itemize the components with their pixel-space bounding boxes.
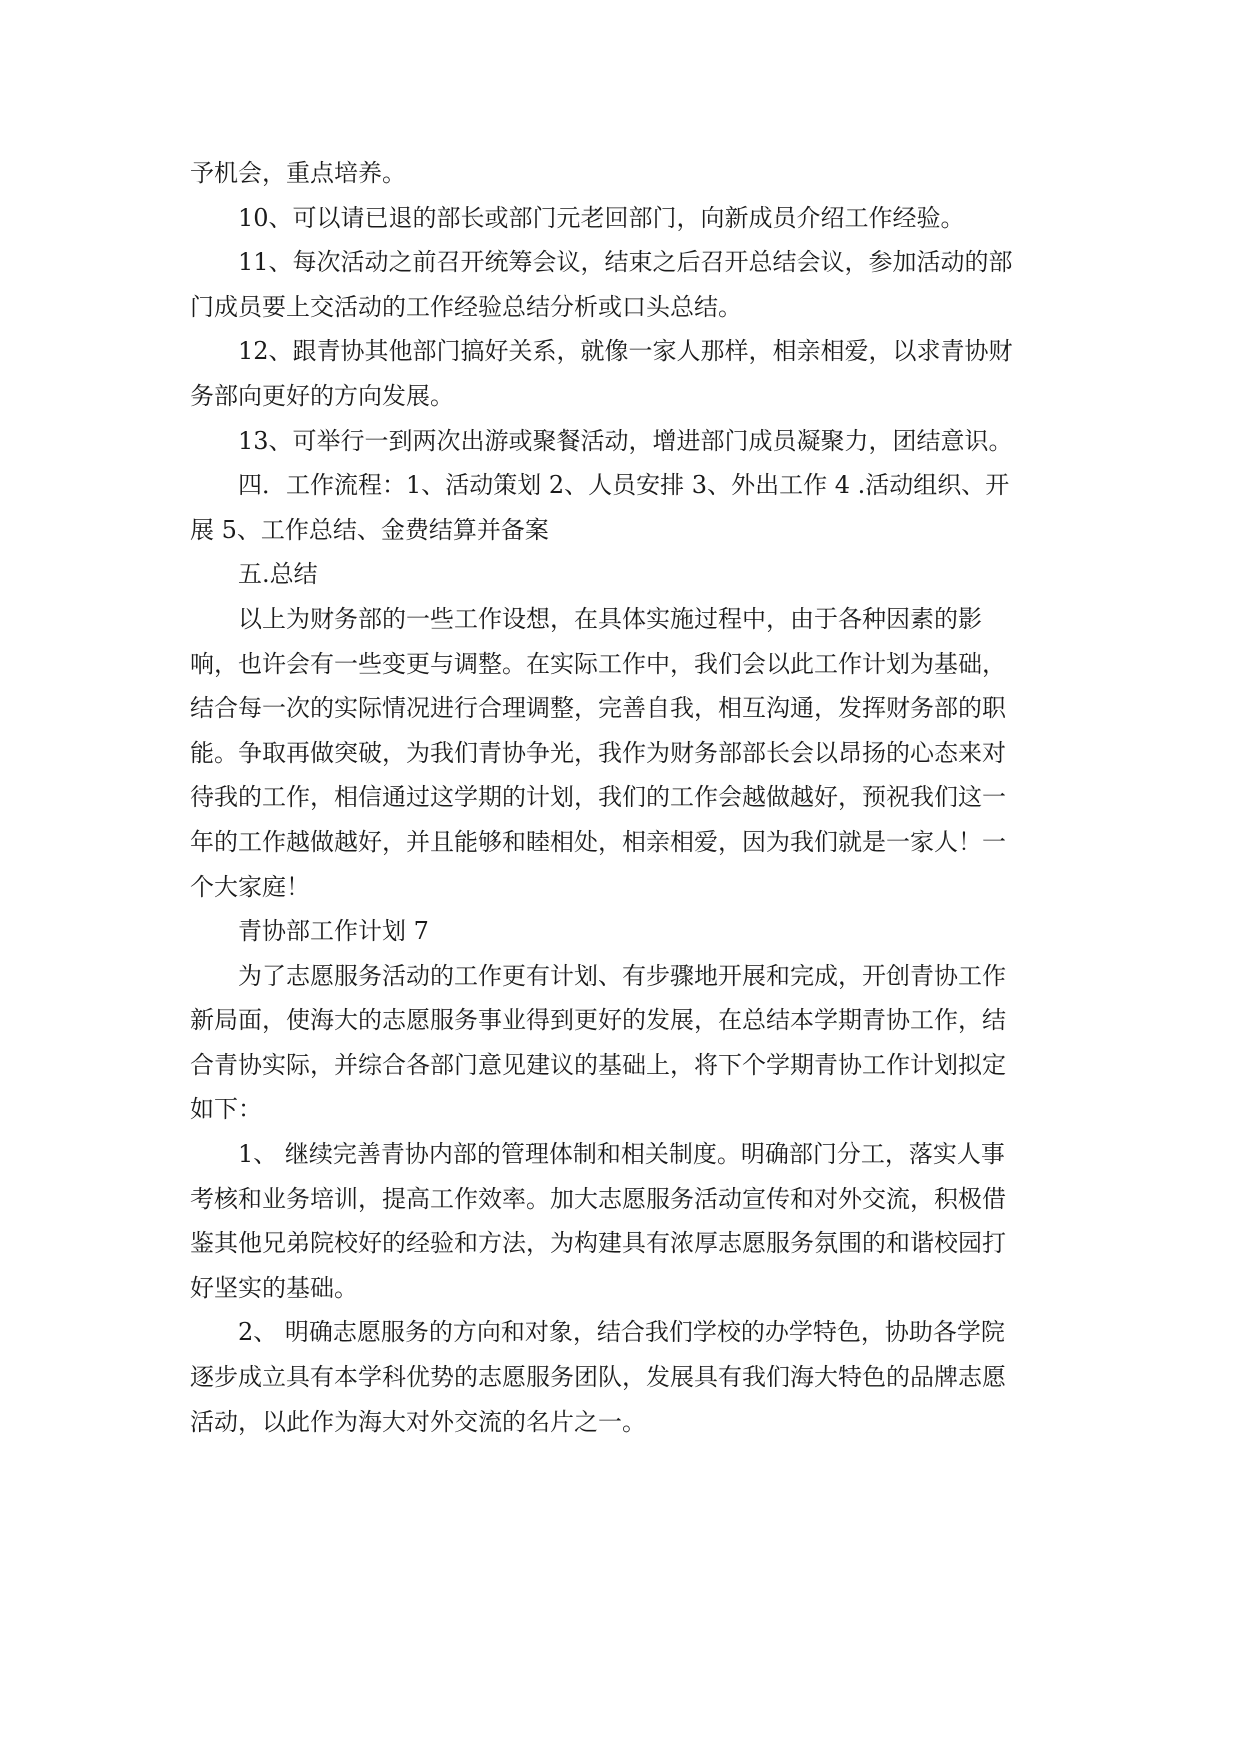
paragraph-line: 10、可以请已退的部长或部门元老回部门，向新成员介绍工作经验。 — [238, 203, 965, 232]
paragraph-line: 待我的工作，相信通过这学期的计划，我们的工作会越做越好，预祝我们这一 — [190, 783, 1006, 812]
section-heading: 五.总结 — [238, 560, 318, 589]
paragraph-line: 能。争取再做突破，为我们青协争光，我作为财务部部长会以昂扬的心态来对 — [190, 738, 1006, 767]
paragraph-line: 1、 继续完善青协内部的管理体制和相关制度。明确部门分工，落实人事 — [238, 1140, 1005, 1169]
paragraph-line: 好坚实的基础。 — [190, 1273, 358, 1302]
paragraph-line: 13、可举行一到两次出游或聚餐活动，增进部门成员凝聚力，团结意识。 — [238, 426, 1013, 455]
paragraph-line: 结合每一次的实际情况进行合理调整，完善自我，相互沟通，发挥财务部的职 — [190, 694, 1006, 723]
paragraph-line: 以上为财务部的一些工作设想，在具体实施过程中，由于各种因素的影 — [238, 604, 982, 633]
paragraph-line: 门成员要上交活动的工作经验总结分析或口头总结。 — [190, 292, 742, 321]
paragraph-line: 为了志愿服务活动的工作更有计划、有步骤地开展和完成，开创青协工作 — [238, 961, 1006, 990]
paragraph-line: 11、每次活动之前召开统筹会议，结束之后召开总结会议，参加活动的部 — [238, 248, 1013, 277]
paragraph-line: 四．工作流程：1、活动策划 2、人员安排 3、外出工作 4 .活动组织、开 — [238, 471, 1010, 500]
paragraph-line: 务部向更好的方向发展。 — [190, 381, 454, 410]
paragraph-line: 合青协实际，并综合各部门意见建议的基础上，将下个学期青协工作计划拟定 — [190, 1050, 1006, 1079]
paragraph-line: 展 5、工作总结、金费结算并备案 — [190, 515, 549, 544]
paragraph-line: 个大家庭！ — [190, 872, 310, 901]
paragraph-line: 鉴其他兄弟院校好的经验和方法，为构建具有浓厚志愿服务氛围的和谐校园打 — [190, 1229, 1006, 1258]
paragraph-line: 如下： — [190, 1095, 262, 1124]
paragraph-line: 年的工作越做越好，并且能够和睦相处，相亲相爱，因为我们就是一家人！一 — [190, 827, 1006, 856]
paragraph-line: 2、 明确志愿服务的方向和对象，结合我们学校的办学特色，协助各学院 — [238, 1318, 1005, 1347]
paragraph-line: 考核和业务培训，提高工作效率。加大志愿服务活动宣传和对外交流，积极借 — [190, 1184, 1006, 1213]
paragraph-line: 逐步成立具有本学科优势的志愿服务团队，发展具有我们海大特色的品牌志愿 — [190, 1363, 1006, 1392]
paragraph-line: 响，也许会有一些变更与调整。在实际工作中，我们会以此工作计划为基础， — [190, 649, 1006, 678]
paragraph-line: 活动，以此作为海大对外交流的名片之一。 — [190, 1407, 646, 1436]
paragraph-line: 予机会，重点培养。 — [190, 159, 406, 187]
document-body — [190, 151, 1050, 1444]
paragraph-line: 12、跟青协其他部门搞好关系，就像一家人那样，相亲相爱，以求青协财 — [238, 337, 1013, 366]
paragraph-line: 新局面，使海大的志愿服务事业得到更好的发展，在总结本学期青协工作，结 — [190, 1006, 1006, 1035]
section-heading: 青协部工作计划 7 — [238, 917, 429, 946]
